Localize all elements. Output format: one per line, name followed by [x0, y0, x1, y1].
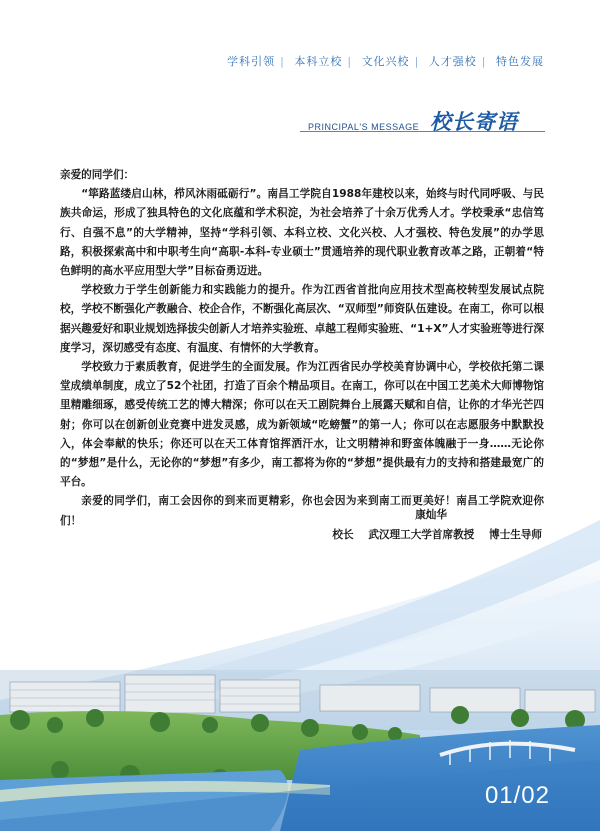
greeting: 亲爱的同学们：: [60, 169, 135, 181]
page-number: 01/02: [484, 782, 550, 809]
paragraph: 亲爱的同学们，南工会因你的到来而更精彩，你也会因为来到南工而更美好！南昌工学院欢迎你们！: [60, 495, 544, 527]
paragraph: 学校致力于素质教育，促进学生的全面发展。作为江西省民办学校美育协调中心，学校依托第二课堂成绩单制度，成立了52个社团，打造了百余个精品项目。在南工，你可以在中国工艺美术大师博物馆里精雕细琢，感受传统工艺的博大精深；你可以在天工剧院舞台上展露天赋和自信，让你的才华光芒四射；你可以在创新创业竞赛中进发灵感，成为新领域“吃螃蟹”的第一人；你可以在志愿服务中默默投入，体会奉献的快乐；你还可以在天工体育馆挥洒汗水，让文明精神和野蛮体魄融于一身……无论你的“梦想”是什么，无论你的“梦想”有多少，南工都将为你的“梦想”提供最有力的支持和搭建最宽广的平台。: [60, 361, 544, 489]
header-title: 校长寄语: [430, 110, 518, 134]
nav-item: 学科引领: [227, 55, 276, 68]
top-navigation: 学科引领 | 本科立校 | 文化兴校 | 人才强校 | 特色发展: [227, 55, 544, 68]
nav-item: 特色发展: [496, 55, 544, 68]
signature-name: 康灿华: [415, 509, 447, 521]
nav-item: 文化兴校: [361, 55, 410, 68]
letter-body: [60, 166, 544, 531]
nav-item: 本科立校: [294, 55, 343, 68]
header-english: PRINCIPAL'S MESSAGE: [308, 122, 420, 132]
signature-title: 校长 武汉理工大学首席教授 博士生导师: [332, 529, 542, 541]
paragraph: “筚路蓝缕启山林，栉风沐雨砥砺行”。南昌工学院自1988年建校以来，始终与时代同呼吸、与民族共命运，形成了独具特色的文化底蕴和学术积淀，为社会培养了十余万优秀人才。学校秉承“忠信笃行、自强不息”的大学精神，坚持“学科引领、本科立校、文化兴校、人才强校、特色发展”的办学思路，积极探索高中和中职考生向“高职-本科-专业硕士”贯通培养的现代职业教育改革之路，正朝着“特色鲜明的高水平应用型大学”目标奋勇迈进。: [60, 188, 544, 278]
nav-item: 人才强校: [428, 55, 477, 68]
paragraph: 学校致力于学生创新能力和实践能力的提升。作为江西省首批向应用技术型高校转型发展试点院校，学校不断强化产教融合、校企合作，不断强化高层次、“双师型”师资队伍建设。在南工，你可以根据兴趣爱好和职业规划选择拔尖创新人才培养实验班、卓越工程师实验班、“1+X”人才实验班等进行深度学习，深切感受有态度、有温度、有情怀的大学教育。: [60, 284, 544, 354]
